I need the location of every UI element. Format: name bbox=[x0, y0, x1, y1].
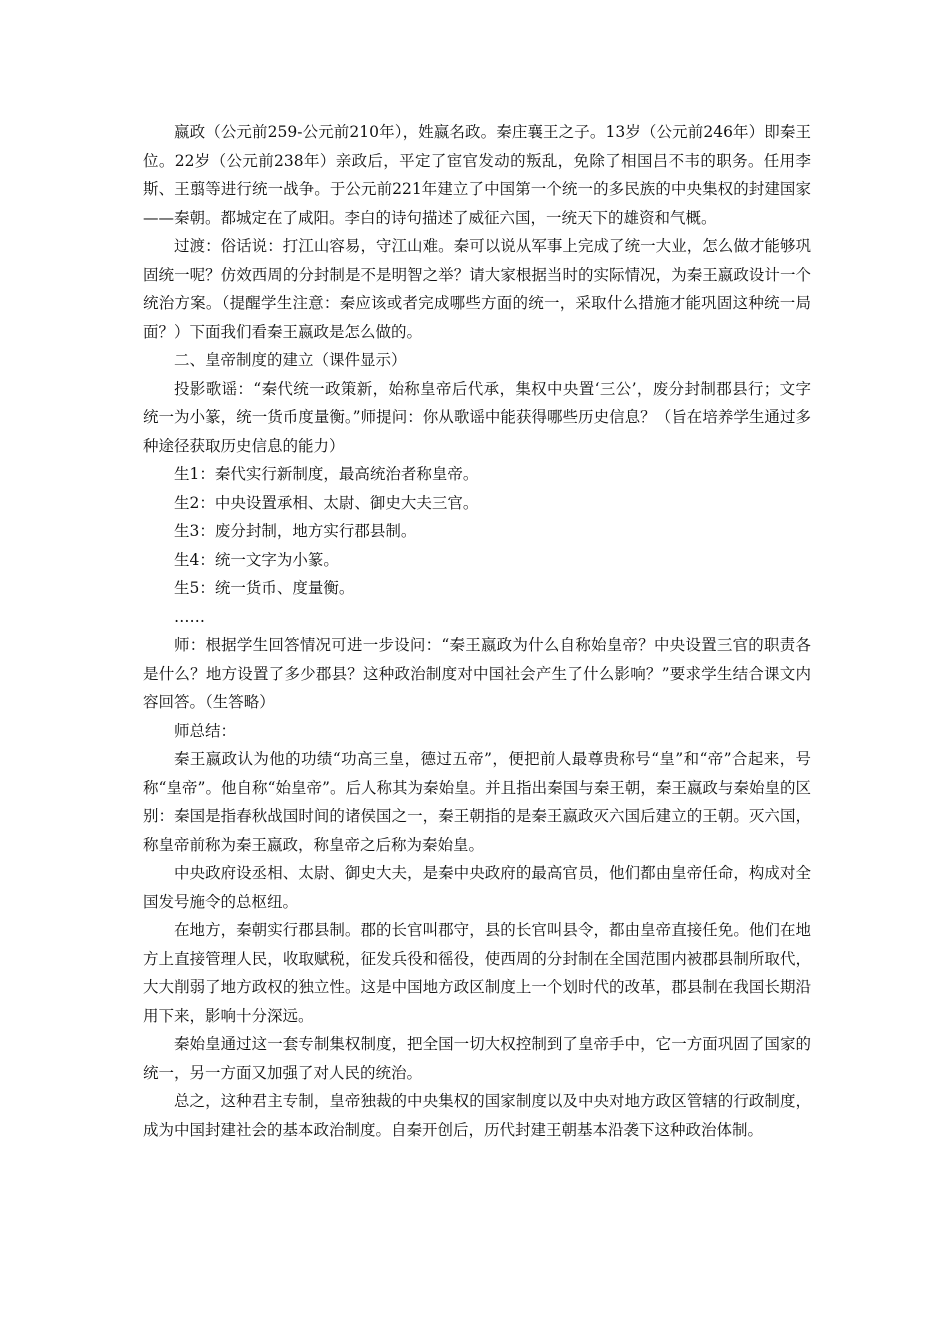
paragraph-conclusion: 总之，这种君主专制，皇帝独裁的中央集权的国家制度以及中央对地方政区管辖的行政制度，成为中国封建社会的基本政治制度。自秦开创后，历代封建王朝基本沿袭下这种政治体制。 bbox=[143, 1092, 811, 1139]
paragraph-emperor-title: 秦王嬴政认为他的功绩“功高三皇，德过五帝”，便把前人最尊贵称号“皇”和“帝”合起来，号称“皇帝”。他自称“始皇帝”。后人称其为秦始皇。并且指出秦国与秦王朝，秦王嬴政与秦始皇的区别：秦国是指春秋战国时间的诸侯国之一，秦王朝指的是秦王嬴政灭六国后建立的王朝。灭六国，称皇帝前称为秦王嬴政，称皇帝之后称为秦始皇。 bbox=[143, 750, 811, 854]
section-heading-emperor-system: 二、皇帝制度的建立（课件显示） bbox=[174, 351, 407, 369]
paragraph-yingzheng-bio: 嬴政（公元前259-公元前210年），姓嬴名政。秦庄襄王之子。13岁（公元前246年）即秦王位。22岁（公元前238年）亲政后，平定了宦官发动的叛乱，免除了相国吕不韦的职务。任用李斯、王翦等进行统一战争。于公元前221年建立了中国第一个统一的多民族的中央集权的封建国家——秦朝。都城定在了咸阳。李白的诗句描述了威征六国，一统天下的雄资和气概。 bbox=[143, 123, 811, 227]
paragraph-central-government: 中央政府设丞相、太尉、御史大夫，是秦中央政府的最高官员，他们都由皇帝任命，构成对全国发号施令的总枢纽。 bbox=[143, 864, 811, 911]
student-answer-1: 生1：秦代实行新制度，最高统治者称皇帝。 bbox=[174, 465, 479, 483]
paragraph-commandery-system: 在地方，秦朝实行郡县制。郡的长官叫郡守，县的长官叫县令，都由皇帝直接任免。他们在地方上直接管理人民，收取赋税，征发兵役和徭役，使西周的分封制在全国范围内被郡县制所取代，大大削弱了地方政权的独立性。这是中国地方政区制度上一个划时代的改革，郡县制在我国长期沿用下来，影响十分深远。 bbox=[143, 921, 811, 1025]
paragraph-teacher-question: 师：根据学生回答情况可进一步设问：“秦王嬴政为什么自称始皇帝？中央设置三官的职责各是什么？地方设置了多少郡县？这种政治制度对中国社会产生了什么影响？”要求学生结合课文内容回答。（生答略） bbox=[143, 636, 811, 711]
student-answer-4: 生4：统一文字为小篆。 bbox=[174, 550, 339, 569]
paragraph-ballad: 投影歌谣：“秦代统一政策新，始称皇帝后代承，集权中央置‘三公’，废分封制郡县行；文字统一为小篆，统一货币度量衡。”师提问：你从歌谣中能获得哪些历史信息？（旨在培养学生通过多种途径获取历史信息的能力） bbox=[143, 379, 811, 455]
student-answer-5: 生5：统一货币、度量衡。 bbox=[174, 579, 355, 597]
student-answer-3: 生3：废分封制，地方实行郡县制。 bbox=[174, 522, 417, 540]
ellipsis-line: …… bbox=[174, 607, 205, 626]
paragraph-teacher-summary-heading: 师总结： bbox=[174, 721, 237, 740]
student-answer-2: 生2：中央设置承相、太尉、御史大夫三官。 bbox=[174, 493, 479, 512]
paragraph-centralized-power: 秦始皇通过这一套专制集权制度，把全国一切大权控制到了皇帝手中，它一方面巩固了国家的统一，另一方面又加强了对人民的统治。 bbox=[143, 1035, 811, 1082]
paragraph-transition: 过渡：俗话说：打江山容易，守江山难。秦可以说从军事上完成了统一大业，怎么做才能够巩固统一呢？仿效西周的分封制是不是明智之举？请大家根据当时的实际情况，为秦王嬴政设计一个统治方案。（提醒学生注意：秦应该或者完成哪些方面的统一，采取什么措施才能巩固这种统一局面？）下面我们看秦王嬴政是怎么做的。 bbox=[143, 237, 811, 341]
document-page bbox=[143, 118, 811, 1144]
